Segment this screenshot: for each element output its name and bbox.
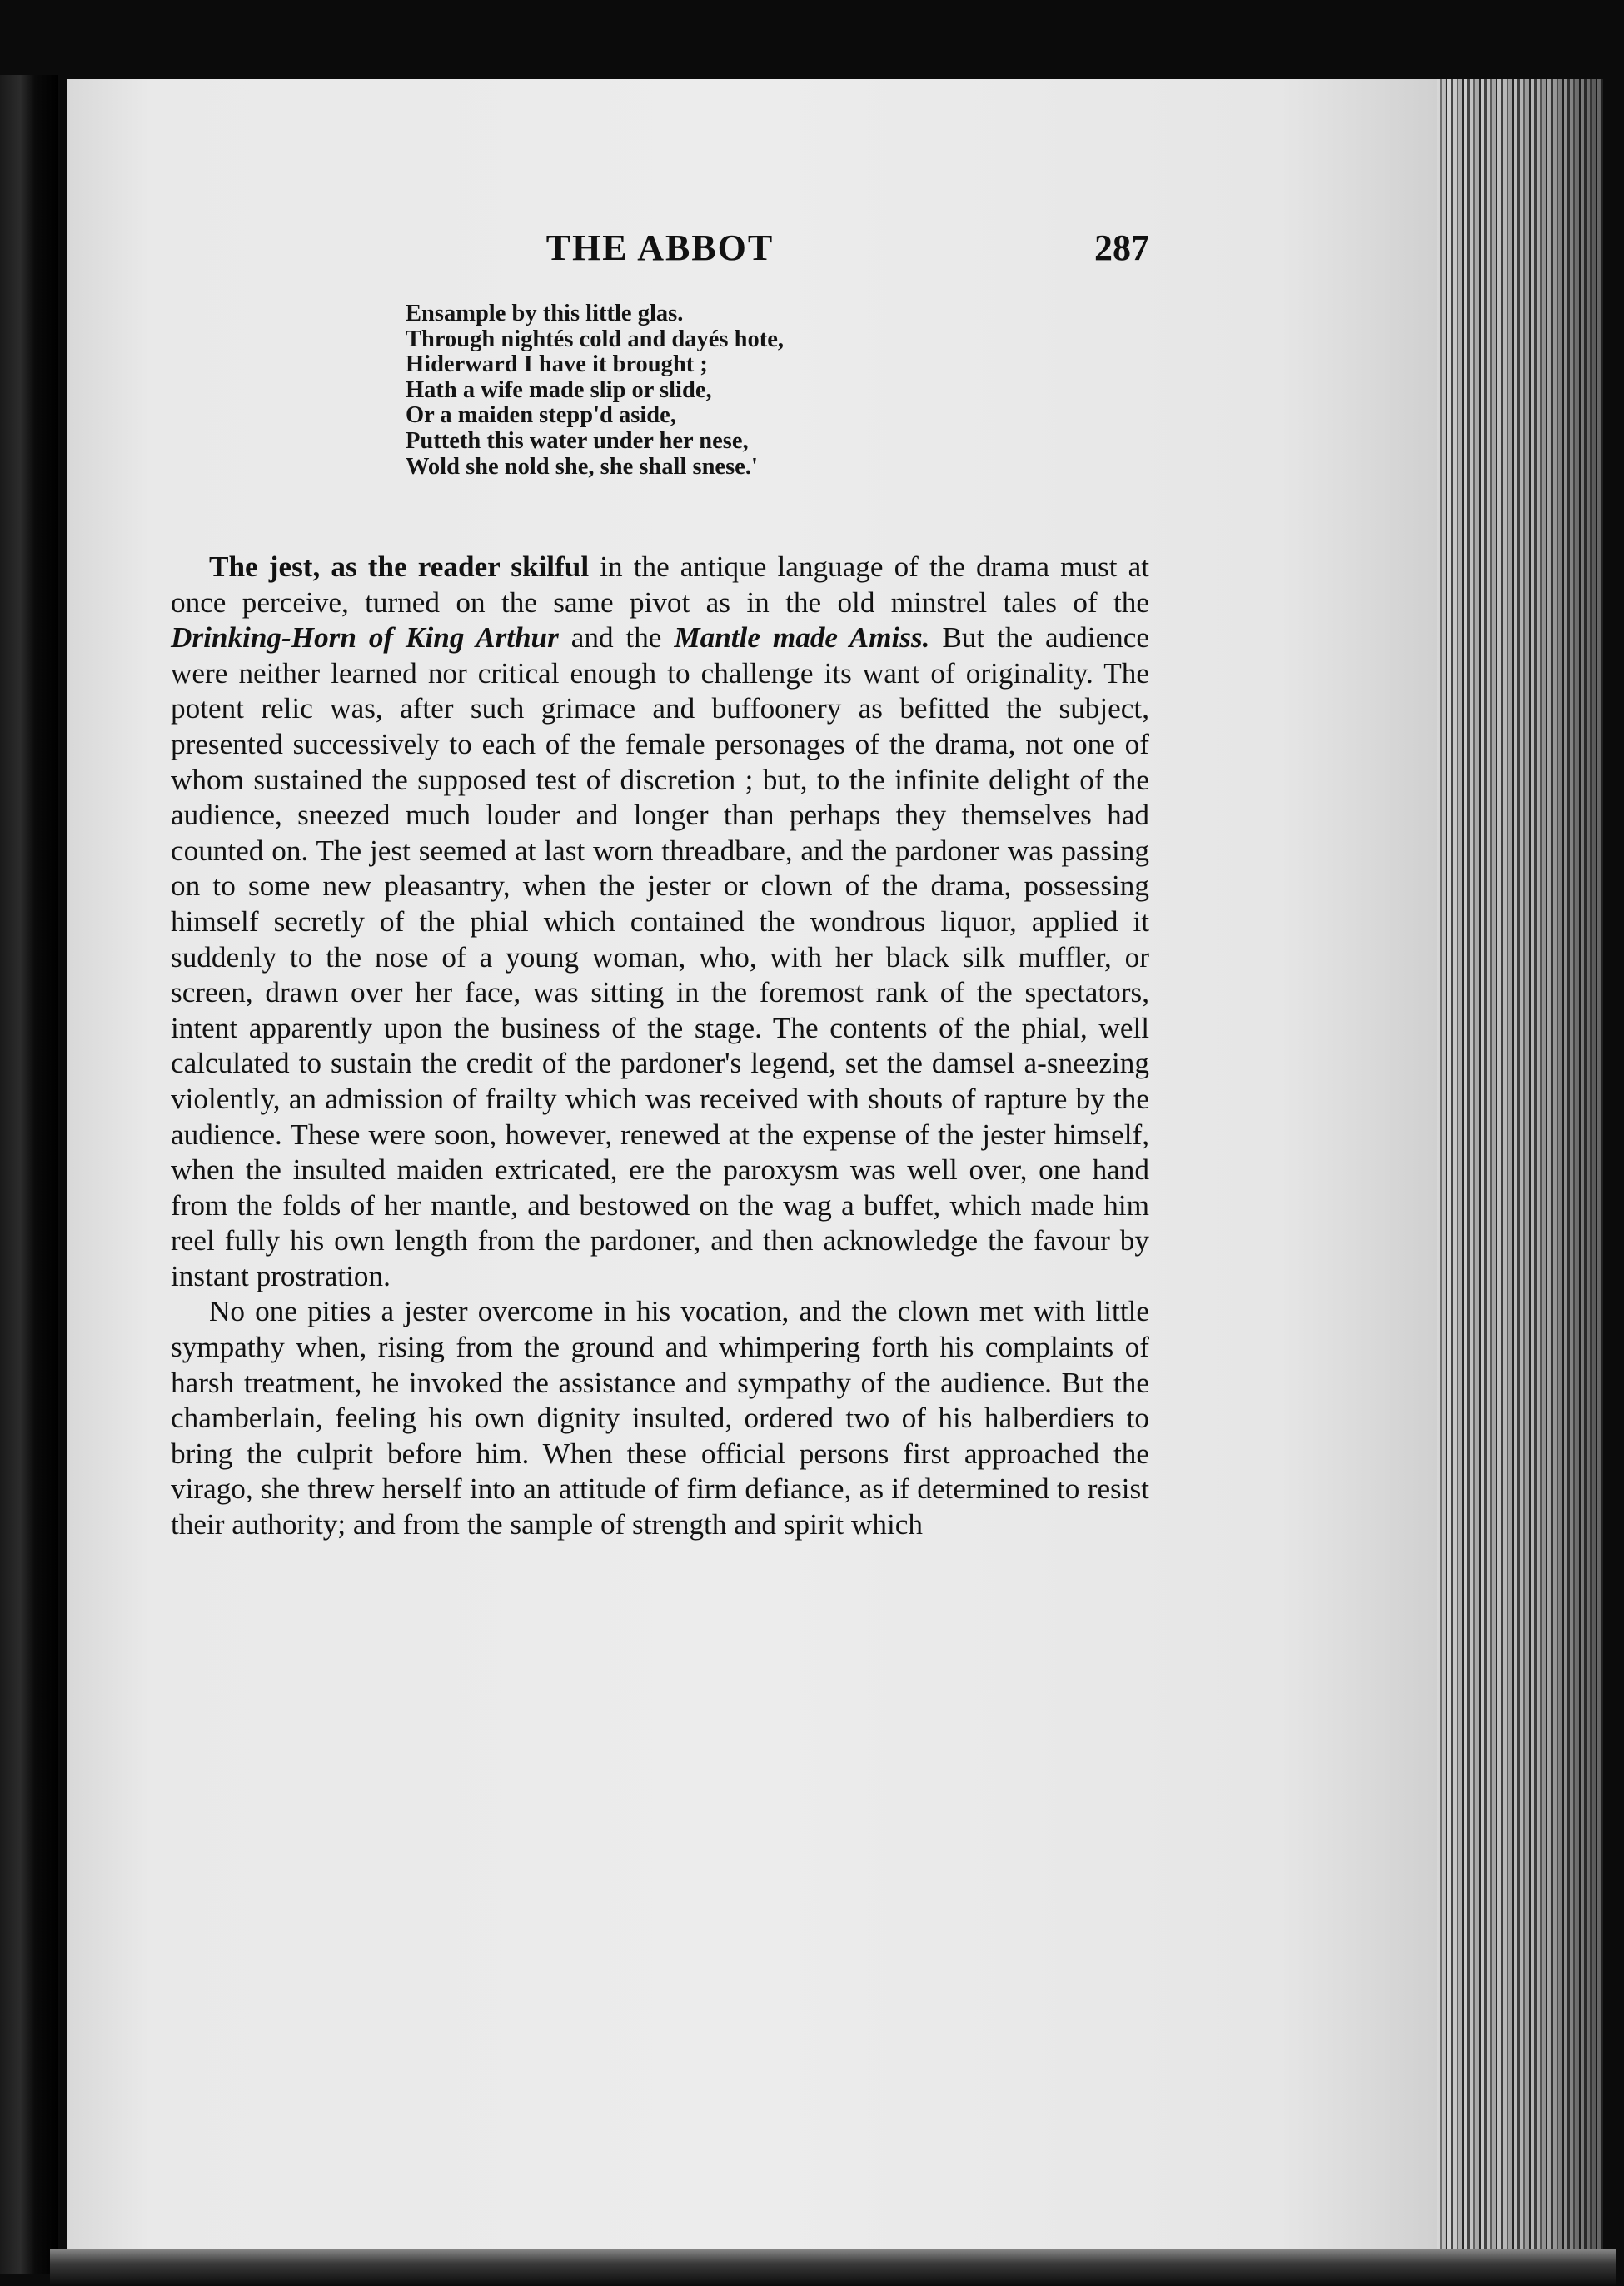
running-head bbox=[171, 227, 1149, 276]
verse-line: Hath a wife made slip or slide, bbox=[406, 376, 712, 403]
fore-edge-shadow bbox=[1437, 79, 1603, 2261]
paragraph-1 bbox=[171, 550, 1149, 1294]
book-binding-edge bbox=[0, 75, 58, 2274]
verse-block bbox=[406, 301, 1072, 480]
paragraph-text: in the antique language of the drama must at once perceive, turned on the same pivot as in the old minstrel tales of the bbox=[171, 550, 1150, 619]
paragraph-text: But the audience were neither learned nor critical enough to challenge its want of originality. The potent relic was, after such grimace and buffoonery as befitted the subject, presented successively to each of the female personages of the drama, not one of whom sustained the supposed test of discretion ; but, to the infinite delight of the audience, sneezed much louder and longer than perhaps they themselves had counted on. The jest seemed at last worn threadbare, and the pardoner was passing on to some new pleasantry, when the jester or clown of the drama, possessing himself secretly of the phial which contained the wondrous liquor, applied it suddenly to the nose of a young woman, who, with her black silk muffler, or screen, drawn over her face, was sitting in the foremost rank of the spectators, intent apparently upon the business of the stage. The contents of the phial, well calculated to sustain the credit of the pardoner's legend, set the damsel a-sneezing violently, an admission of frailty which was received with shouts of rapture by the audience. These were soon, however, renewed at the expense of the jester himself, when the insulted maiden extricated, ere the paroxysm was well over, one hand from the folds of her mantle, and bestowed on the wag a buffet, which made him reel fully his own length from the pardoner, and then acknowledge the favour by instant prostration. bbox=[171, 621, 1150, 1292]
work-title-drinking-horn: Drinking-Horn of King Arthur bbox=[171, 621, 559, 655]
paragraph-2 bbox=[171, 1294, 1149, 1542]
verse-line: Ensample by this little glas. bbox=[406, 301, 684, 326]
verse-line: Or a maiden stepp'd aside, bbox=[406, 402, 676, 429]
running-title: THE ABBOT bbox=[545, 227, 775, 268]
verse-line: Through nightés cold and dayés hote, bbox=[406, 326, 784, 352]
paragraph-opening: The jest, as the reader skilful bbox=[209, 550, 590, 583]
body-text bbox=[171, 550, 1149, 1543]
verse-line: Hiderward I have it brought ; bbox=[406, 351, 708, 378]
verse-line: Wold she nold she, she shall snese.' bbox=[406, 453, 758, 480]
page-number: 287 bbox=[1094, 227, 1149, 268]
paragraph-text: No one pities a jester overcome in his vocation, and the clown met with little sympathy when, rising from the ground and whimpering forth his complaints of harsh treatment, he invoked the assistance and sympathy of the audience. But the chamberlain, feeling his own dignity insulted, ordered two of his halberdiers to bring the culprit before him. When these official persons first approached the virago, she threw herself into an attitude of firm defiance, as if determined to resist their authority; and from the sample of strength and spirit which bbox=[171, 1295, 1149, 1541]
work-title-mantle: Mantle made Amiss. bbox=[674, 621, 930, 655]
page-bottom-edge bbox=[50, 2249, 1616, 2286]
paragraph-text: and the bbox=[558, 621, 675, 655]
verse-line: Putteth this water under her nese, bbox=[406, 427, 749, 454]
